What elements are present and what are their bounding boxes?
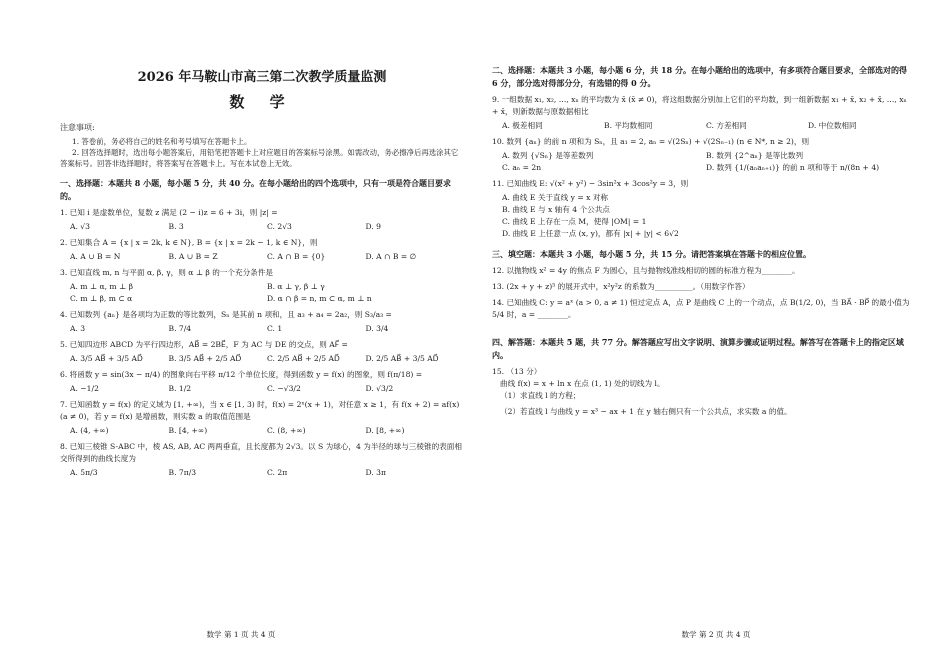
- question-10: 10. 数列 {aₙ} 的前 n 项和为 Sₙ，且 a₁ = 2, aₙ = √(2Sₙ) + √(2Sₙ₋₁) (n ∈ N*, n ≥ 2)，则: [492, 137, 810, 146]
- option-a: A. 曲线 E 关于直线 y = x 对称: [502, 193, 609, 202]
- question-1-options: [70, 221, 464, 233]
- question-15-stem: 曲线 f(x) = x + ln x 在点 (1, 1) 处的切线为 l。: [500, 379, 665, 388]
- question-11-options: [502, 192, 910, 240]
- option-a: A. 极差相同: [502, 121, 543, 130]
- option-a: A. √3: [70, 222, 90, 231]
- question-9-options: [502, 120, 910, 132]
- question-15-heading: 15. （13 分）: [492, 367, 542, 376]
- option-d: D. √3/2: [365, 384, 394, 393]
- section-2-heading: 二、选择题：本题共 3 小题，每小题 6 分，共 18 分。在每小题给出的选项中，有多项符合题目要求，全部选对的得 6 分，部分选对得部分分，有选错的得 0 分。: [492, 65, 907, 88]
- section-4-heading: 四、解答题：本题共 5 题，共 77 分。解答题应写出文字说明、演算步骤或证明过程。解答写在答题卡上的指定区域内。: [492, 337, 904, 360]
- option-c: C. (8, +∞): [267, 426, 306, 435]
- option-b: B. 7/4: [168, 324, 192, 333]
- option-a: A. A ∪ B = N: [70, 252, 121, 261]
- notice-heading: 注意事项:: [60, 123, 95, 132]
- option-d: D. 曲线 E 上任意一点 (x, y)，都有 |x| + |y| < 6√2: [502, 229, 679, 238]
- question-3-options: [70, 281, 464, 305]
- question-10-options: [502, 150, 910, 174]
- option-c: C. 曲线 E 上存在一点 M，使得 |OM| = 1: [502, 217, 647, 226]
- question-5-options: [70, 353, 464, 365]
- question-11: 11. 已知曲线 E: √(x² + y²) − 3sin²x + 3cos²y = 3，则: [492, 179, 689, 188]
- exam-title: 2026 年马鞍山市高三第二次教学质量监测: [137, 70, 387, 85]
- option-b: B. [4, +∞): [168, 426, 208, 435]
- question-6: 6. 将函数 y = sin(3x − π/4) 的图象向右平移 π/12 个单位长度，得到函数 y = f(x) 的图象，则 f(π/18) =: [60, 370, 423, 379]
- option-a: A. −1/2: [70, 384, 99, 393]
- question-8-options: [70, 467, 464, 479]
- notice-2: 2. 回答选择题时，选出每小题答案后，用铅笔把答题卡上对应题目的答案标号涂黑。如需改动，务必擦净后再选涂其它答案标号。回答非选择题时，将答案写在答题卡上。写在本试卷上无效。: [60, 148, 459, 168]
- question-14: 14. 已知曲线 C: y = aˣ (a > 0, a ≠ 1) 恒过定点 A，点 P 是曲线 C 上的一个动点，点 B(1/2, 0)，当 BA⃗ · BP⃗ 的最小值为 5/4 时，a = ________。: [492, 298, 910, 319]
- option-c: C. 2/5 AB⃗ + 2/5 AD⃗: [267, 354, 340, 363]
- question-3: 3. 已知直线 m, n 与平面 α, β, γ，则 α ⊥ β 的一个充分条件是: [60, 268, 273, 277]
- section-3-heading: 三、填空题：本题共 3 小题，每小题 5 分，共 15 分。请把答案填在答题卡的相应位置。: [492, 249, 811, 259]
- page-2-footer: 数学 第 2 页 共 4 页: [681, 630, 751, 639]
- option-b: B. 3/5 AB⃗ + 2/5 AD⃗: [168, 354, 242, 363]
- question-12: 12. 以抛物线 x² = 4y 的焦点 F 为圆心，且与抛物线准线相切的圆的标准方程为________。: [492, 266, 800, 275]
- question-8: 8. 已知三棱锥 S-ABC 中，棱 AS, AB, AC 两两垂直，且长度都为 2√3。以 S 为球心，4 为半径的球与三棱锥的表面相交所得到的曲线长度为: [60, 442, 462, 463]
- option-d: D. 3/4: [365, 324, 389, 333]
- subject-title: 数 学: [229, 93, 295, 111]
- question-15-part-1: （1）求直线 l 的方程；: [500, 391, 581, 400]
- option-a: A. 5π/3: [70, 468, 98, 477]
- option-a: A. 数列 {√Sₙ} 是等差数列: [502, 151, 594, 160]
- option-b: B. α ⊥ γ, β ⊥ γ: [267, 282, 325, 291]
- option-c: C. 2π: [267, 468, 288, 477]
- option-c: C. aₙ = 2n: [502, 163, 542, 172]
- option-a: A. m ⊥ α, m ⊥ β: [70, 282, 133, 291]
- option-b: B. 3: [168, 222, 184, 231]
- option-c: C. 2√3: [267, 222, 292, 231]
- option-d: D. 中位数相同: [808, 121, 857, 130]
- option-d: D. α ∩ β = n, m ⊂ α, m ⊥ n: [267, 294, 372, 303]
- option-d: D. 数列 {1/(aₙaₙ₊₁)} 的前 n 项和等于 n/(8n + 4): [706, 163, 880, 172]
- option-b: B. 1/2: [168, 384, 192, 393]
- question-1: 1. 已知 i 是虚数单位，复数 z 满足 (2 − i)z = 6 + 3i，则 |z| =: [60, 208, 278, 217]
- question-5: 5. 已知四边形 ABCD 为平行四边形，AB⃗ = 2BE⃗，F 为 AC 与 DE 的交点，则 AF⃗ =: [60, 340, 348, 349]
- question-15-part-2: （2）若直线 l 与曲线 y = x³ − ax + 1 在 y 轴右侧只有一个公共点，求实数 a 的值。: [500, 407, 792, 416]
- option-b: B. 曲线 E 与 x 轴有 4 个公共点: [502, 205, 610, 214]
- option-b: B. 数列 {2^aₙ} 是等比数列: [706, 151, 804, 160]
- question-13: 13. (2x + y + z)⁵ 的展开式中，x²y²z 的系数为__________。（用数字作答）: [492, 282, 750, 291]
- option-d: D. 9: [365, 222, 381, 231]
- question-4-options: [70, 323, 464, 335]
- option-d: D. 3π: [365, 468, 386, 477]
- question-4: 4. 已知数列 {aₙ} 是各项均为正数的等比数列，Sₙ 是其前 n 项和，且 a₃ + a₄ = 2a₂，则 S₃/a₃ =: [60, 310, 392, 319]
- option-b: B. 7π/3: [168, 468, 197, 477]
- section-1-heading: 一、选择题：本题共 8 小题，每小题 5 分，共 40 分。在每小题给出的四个选项中，只有一项是符合题目要求的。: [60, 178, 451, 201]
- option-a: A. 3/5 AB⃗ + 3/5 AD⃗: [70, 354, 143, 363]
- option-a: A. 3: [70, 324, 86, 333]
- question-9: 9. 一组数据 x₁, x₂, …, xₙ 的平均数为 x̄ (x̄ ≠ 0)，将这组数据分别加上它们的平均数，到一组新数据 x₁ + x̄, x₂ + x̄, …, xₙ + x̄，则新数据与原数据相比: [492, 95, 907, 116]
- option-d: D. 2/5 AB⃗ + 3/5 AD⃗: [365, 354, 439, 363]
- option-c: C. 1: [267, 324, 283, 333]
- option-d: D. [8, +∞): [365, 426, 405, 435]
- question-7-options: [70, 425, 464, 437]
- option-c: C. A ∩ B = {0}: [267, 252, 326, 261]
- option-b: B. A ∪ B = Z: [168, 252, 218, 261]
- page-2: [482, 0, 950, 672]
- option-c: C. −√3/2: [267, 384, 301, 393]
- question-2-options: [70, 251, 464, 263]
- option-b: B. 平均数相同: [604, 121, 653, 130]
- page-1-footer: 数学 第 1 页 共 4 页: [206, 630, 276, 639]
- option-c: C. m ⊥ β, m ⊂ α: [70, 294, 133, 303]
- option-a: A. (4, +∞): [70, 426, 109, 435]
- question-6-options: [70, 383, 464, 395]
- question-7: 7. 已知函数 y = f(x) 的定义域为 [1, +∞)，当 x ∈ [1, 3) 时，f(x) = 2ˣ(x + 1)，对任意 x ≥ 1，有 f(x + 2) = af(x) (a ≠ 0)，若 y = f(x) 是增函数，则实数 a 的取值范围是: [60, 400, 460, 421]
- notice-1: 1. 答卷前，务必将自己的姓名和考号填写在答题卡上。: [72, 137, 252, 146]
- option-c: C. 方差相同: [706, 121, 747, 130]
- option-d: D. A ∩ B = ∅: [365, 252, 417, 261]
- question-2: 2. 已知集合 A = {x | x = 2k, k ∈ N}, B = {x | x = 2k − 1, k ∈ N}，则: [60, 238, 318, 247]
